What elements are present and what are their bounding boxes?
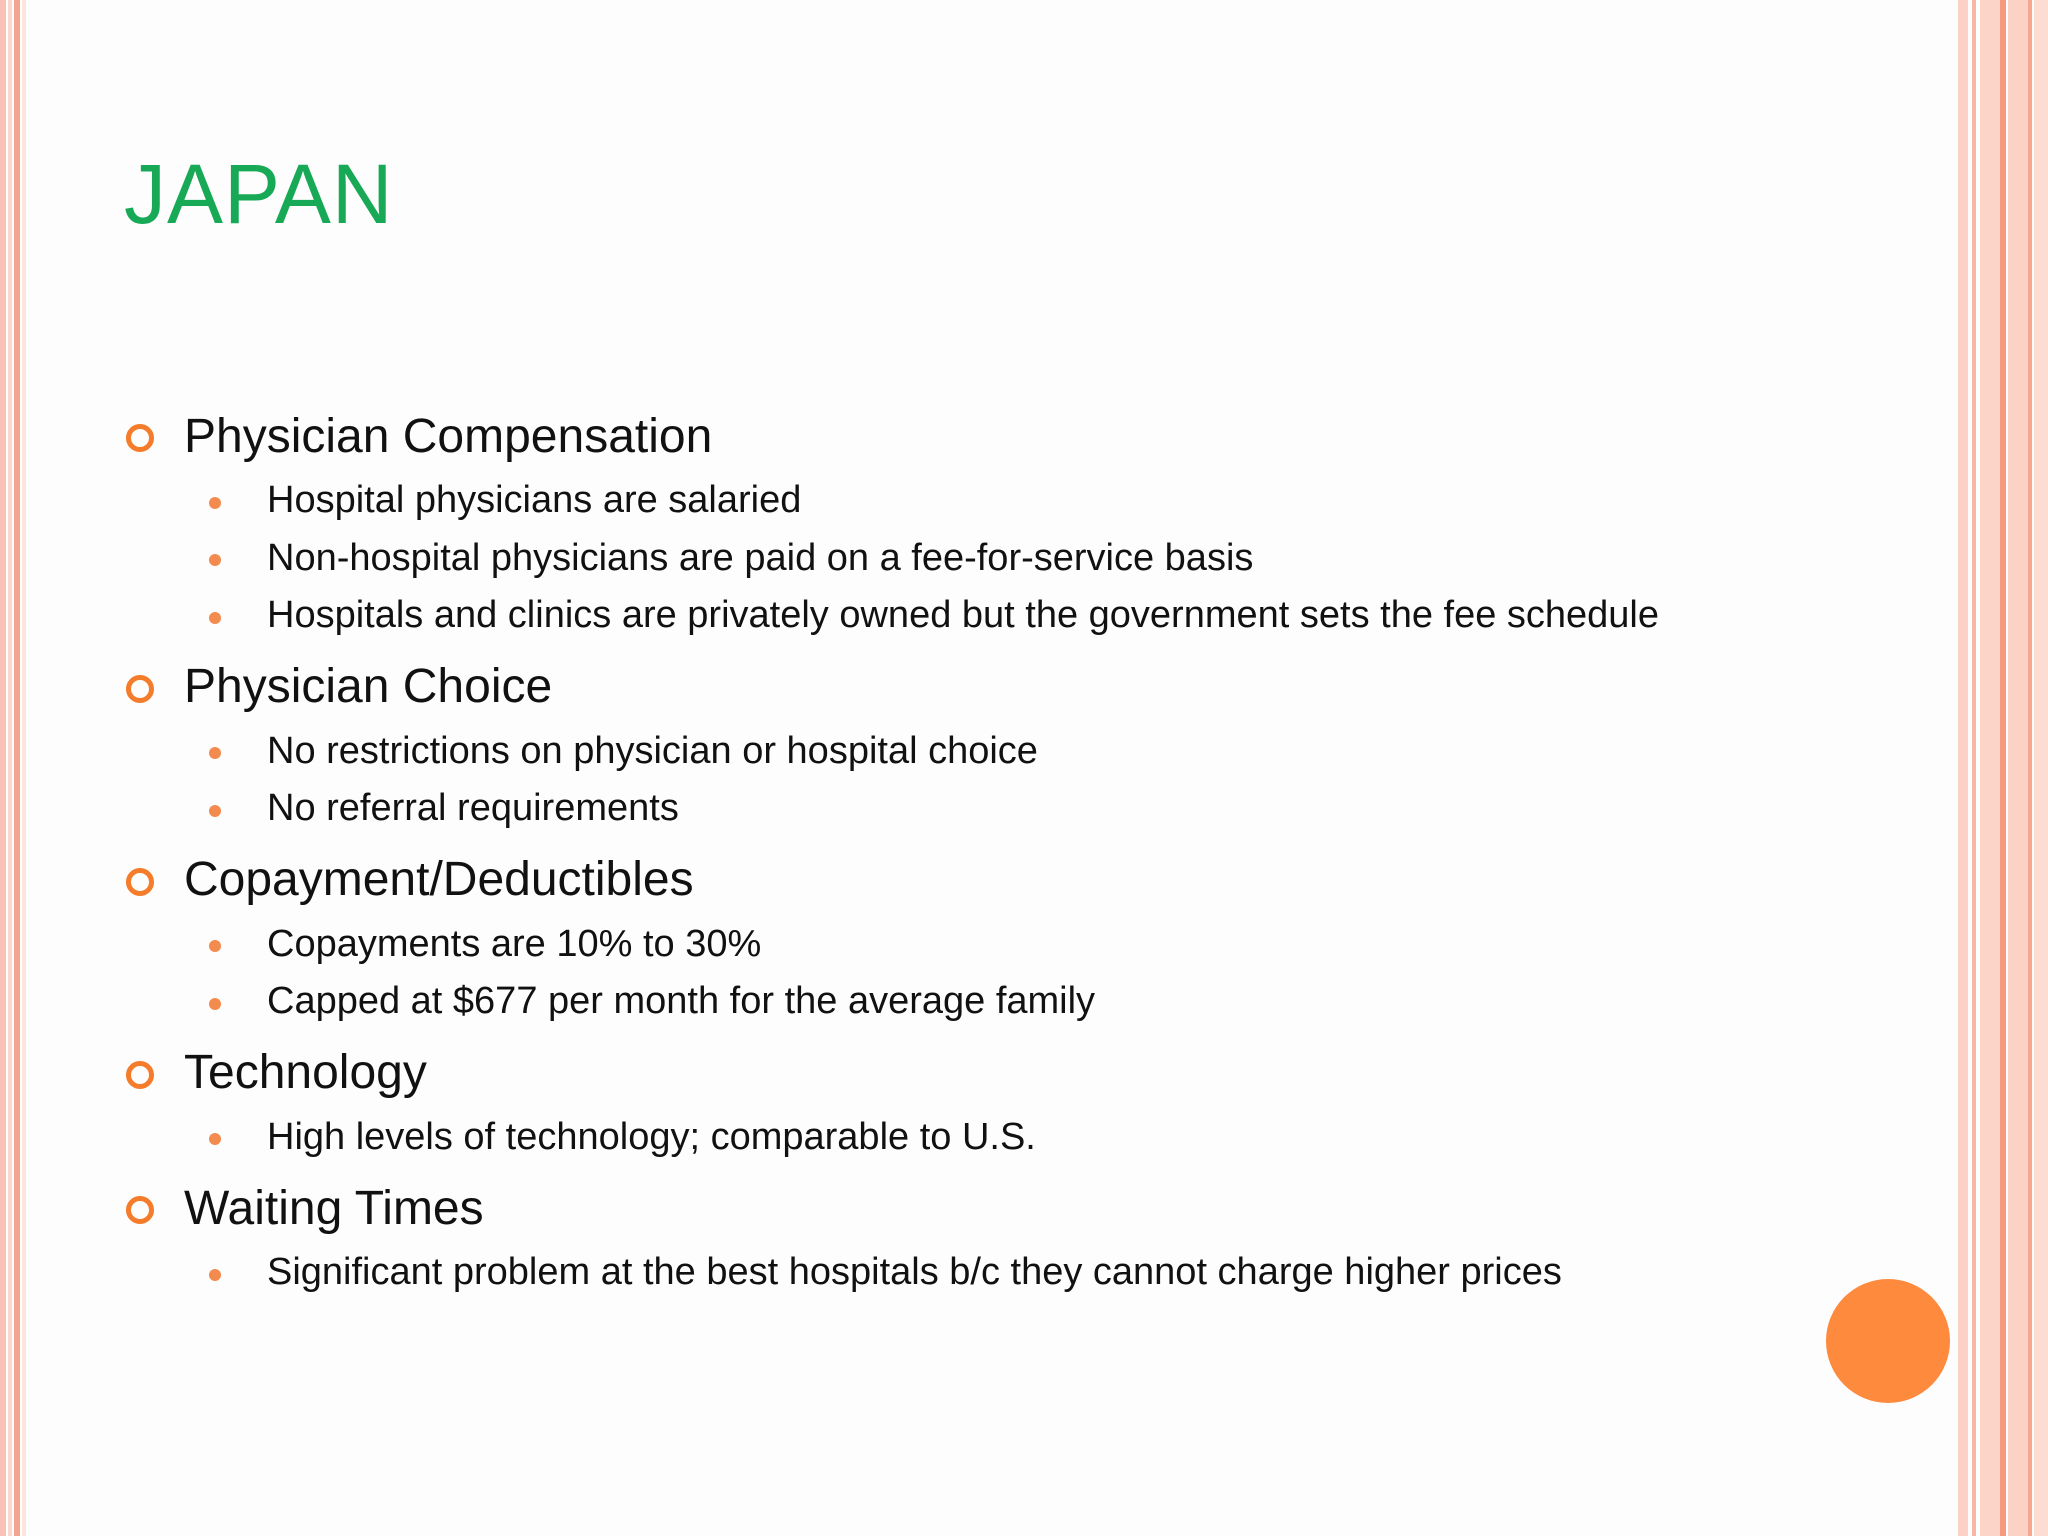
topic-heading xyxy=(124,400,1764,472)
topic-label: Physician Compensation xyxy=(184,409,713,463)
list-item-text: No referral requirements xyxy=(267,787,679,830)
list-item xyxy=(124,723,1764,781)
sub-list xyxy=(124,1244,1764,1302)
left-border-stripe xyxy=(0,0,6,1536)
slide-title: JAPAN xyxy=(124,147,394,241)
list-item xyxy=(124,916,1764,974)
dot-bullet-icon xyxy=(209,1133,221,1145)
dot-bullet-icon xyxy=(209,805,221,817)
list-item-text: Hospital physicians are salaried xyxy=(267,479,802,522)
bullet-list xyxy=(124,400,1764,1302)
list-item-text: No restrictions on physician or hospital choice xyxy=(267,729,1038,772)
ring-bullet-icon xyxy=(126,868,154,896)
dot-bullet-icon xyxy=(209,612,221,624)
list-item xyxy=(124,472,1764,530)
topic-copayment-deductibles xyxy=(124,844,1764,1031)
topic-physician-choice xyxy=(124,651,1764,838)
list-item xyxy=(124,1244,1764,1302)
topic-label: Technology xyxy=(184,1046,427,1099)
right-border-stripe xyxy=(2008,0,2028,1536)
topic-label: Physician Choice xyxy=(184,660,553,713)
list-item-text: Copayments are 10% to 30% xyxy=(267,922,762,965)
ring-bullet-icon xyxy=(126,1196,154,1224)
ring-bullet-icon xyxy=(126,1061,154,1089)
right-border-stripe xyxy=(1958,0,1968,1536)
sub-list xyxy=(124,916,1764,1031)
list-item-text: Hospitals and clinics are privately owned but the government sets the fee schedule xyxy=(267,594,1660,637)
topic-technology xyxy=(124,1037,1764,1167)
topic-heading xyxy=(124,1037,1764,1109)
list-item xyxy=(124,780,1764,838)
topic-label: Waiting Times xyxy=(184,1181,484,1235)
ring-bullet-icon xyxy=(126,424,154,452)
right-border-stripe xyxy=(2028,0,2032,1536)
topic-heading xyxy=(124,651,1764,723)
topic-physician-compensation xyxy=(124,400,1764,645)
right-border-stripe xyxy=(2034,0,2048,1536)
left-border-stripe xyxy=(8,0,12,1536)
right-border-stripe xyxy=(1980,0,2000,1536)
list-item xyxy=(124,587,1764,645)
ring-bullet-icon xyxy=(126,675,154,703)
list-item-text: Non-hospital physicians are paid on a fee-for-service basis xyxy=(267,536,1254,579)
dot-bullet-icon xyxy=(209,497,221,509)
sub-list xyxy=(124,472,1764,645)
dot-bullet-icon xyxy=(209,998,221,1010)
right-border-stripe xyxy=(1972,0,1976,1536)
list-item xyxy=(124,1109,1764,1167)
dot-bullet-icon xyxy=(209,940,221,952)
decorative-circle-icon xyxy=(1826,1279,1950,1403)
list-item xyxy=(124,973,1764,1031)
sub-list xyxy=(124,723,1764,838)
topic-heading xyxy=(124,1172,1764,1244)
list-item-text: Capped at $677 per month for the average family xyxy=(267,980,1096,1023)
list-item-text: High levels of technology; comparable to U.S. xyxy=(267,1115,1036,1158)
right-border-stripe xyxy=(2000,0,2006,1536)
dot-bullet-icon xyxy=(209,747,221,759)
left-border-stripe xyxy=(22,0,26,1536)
topic-label: Copayment/Deductibles xyxy=(184,853,694,906)
dot-bullet-icon xyxy=(209,554,221,566)
list-item xyxy=(124,530,1764,588)
topic-waiting-times xyxy=(124,1172,1764,1302)
left-border-stripe xyxy=(14,0,20,1536)
topic-heading xyxy=(124,844,1764,916)
dot-bullet-icon xyxy=(209,1269,221,1281)
sub-list xyxy=(124,1109,1764,1167)
list-item-text: Significant problem at the best hospitals b/c they cannot charge higher prices xyxy=(267,1251,1562,1294)
